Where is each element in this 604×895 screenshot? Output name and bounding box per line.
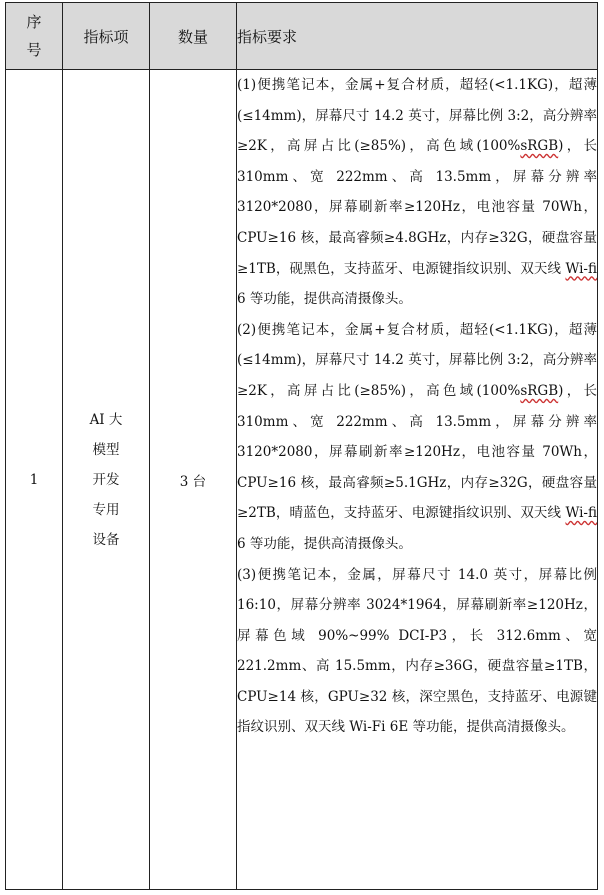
req2-underlined-srgb: sRGB [520,382,559,399]
req2-underlined-wifi: Wi-fi [565,505,597,522]
item-line: AI 大 [89,411,123,428]
header-seq [6,3,63,70]
cell-item [63,70,150,890]
header-seq-line1: 序 [26,13,42,31]
cell-requirements [237,70,598,890]
req1-underlined-srgb: sRGB [520,138,559,155]
item-line: 设备 [92,531,120,548]
item-line: 开发 [92,471,120,488]
cell-quantity: 3 台 [150,70,237,890]
header-quantity: 数量 [150,3,237,70]
requirement-3: (3)便携笔记本，金属，屏幕尺寸 14.0 英寸，屏幕比例 16:10，屏幕分辨率 3024*1964，屏幕刷新率≥120Hz，屏幕色域 90%~99% DCI-P3，长 312.6mm、宽 221.2mm、高 15.5mm，内存≥36G，硬盘容量≥1TB，CPU≥14 核，GPU≥32 核，深空黑色，支持蓝牙、电源键指纹识别、双天线 Wi-Fi 6E 等功能，提供高清摄像头。 [237,566,597,736]
header-requirement: 指标要求 [237,3,598,70]
requirement-2 [237,315,597,560]
item-line: 专用 [92,501,120,518]
req1-text-b: )，长 310mm、宽 222mm、高 13.5mm，屏幕分辨率 3120*2080，屏幕刷新率≥120Hz，电池容量 70Wh，CPU≥16 核，最高睿频≥4.8GHz，内存≥32G，硬盘容量≥1TB，砚黑色，支持蓝牙、电源键指纹识别、双天线 [237,138,597,277]
req2-text-a: (2)便携笔记本，金属+复合材质，超轻(<1.1KG)，超薄(≤14mm)，屏幕尺寸 14.2 英寸，屏幕比例 3:2，高分辨率≥2K，高屏占比(≥85%)，高色域(100% [237,321,597,399]
table-row [6,70,598,890]
header-seq-line2: 号 [26,41,42,59]
req1-text-c: 6 等功能，提供高清摄像头。 [237,291,412,308]
req2-text-b: )，长 310mm、宽 222mm、高 13.5mm，屏幕分辨率 3120*2080，屏幕刷新率≥120Hz，电池容量 70Wh，CPU≥16 核，最高睿频≥5.1GHz，内存≥32G，硬盘容量≥2TB，晴蓝色，支持蓝牙、电源键指纹识别、双天线 [237,382,597,522]
req1-underlined-wifi: Wi-fi [565,260,597,277]
requirement-1 [237,70,597,315]
item-line: 模型 [92,441,120,458]
header-row [6,3,598,70]
req2-text-c: 6 等功能，提供高清摄像头。 [237,535,412,552]
cell-seq: 1 [6,70,63,890]
header-item: 指标项 [63,3,150,70]
req1-text-a: (1)便携笔记本，金属+复合材质，超轻(<1.1KG)，超薄(≤14mm)，屏幕尺寸 14.2 英寸，屏幕比例 3:2，高分辨率≥2K，高屏占比(≥85%)，高色域(100% [237,77,597,155]
spec-table [5,2,598,890]
